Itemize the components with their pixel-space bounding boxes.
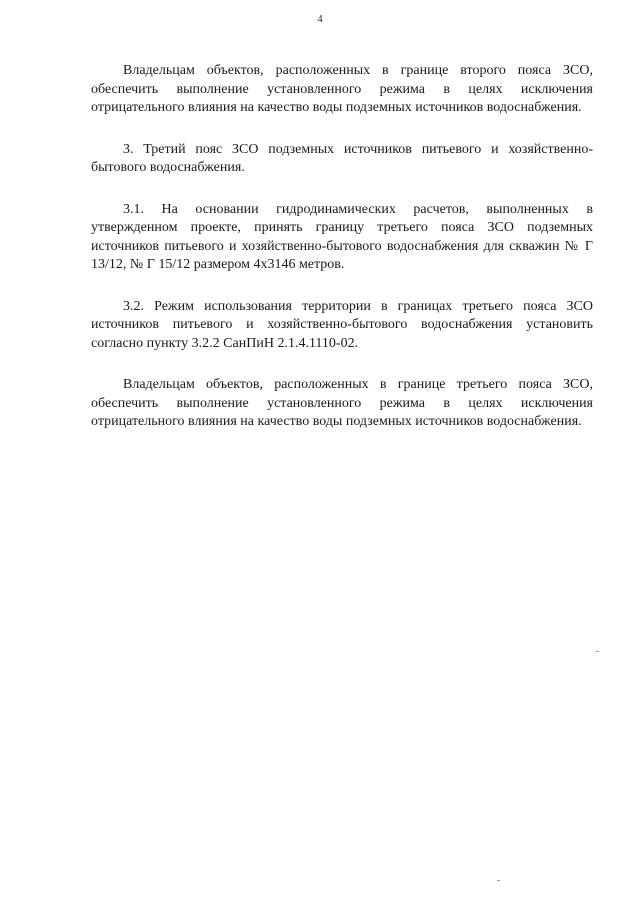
page-number: 4 [317,13,323,25]
paragraph-section-3-2: 3.2. Режим использования территории в границах третьего пояса ЗСО источников питьевого и хозяйственно-бытового водоснабжения установить согласно пункту 3.2.2 СанПиН 2.1.4.1110-02. [91,298,593,351]
scan-speck [596,651,599,652]
paragraph-third-belt-owners: Владельцам объектов, расположенных в границе третьего пояса ЗСО, обеспечить выполнение установленного режима в целях исключения отрицательного влияния на качество воды подземных источников водоснабжения. [91,377,593,429]
paragraph-section-3-1: 3.1. На основании гидродинамических расчетов, выполненных в утвержденном проекте, принять границу третьего пояса ЗСО подземных источников питьевого и хозяйственно-бытового водоснабжения для скважин № Г 13/12, № Г 15/12 размером 4х3146 метров. [91,201,593,272]
paragraph-second-belt-owners: Владельцам объектов, расположенных в границе второго пояса ЗСО, обеспечить выполнение установленного режима в целях исключения отрицательного влияния на качество воды подземных источников водоснабжения. [91,63,593,115]
paragraph-section-3-heading: 3. Третий пояс ЗСО подземных источников питьевого и хозяйственно-бытового водоснабжения. [91,141,593,175]
document-body [91,62,593,455]
scan-speck [497,880,500,881]
